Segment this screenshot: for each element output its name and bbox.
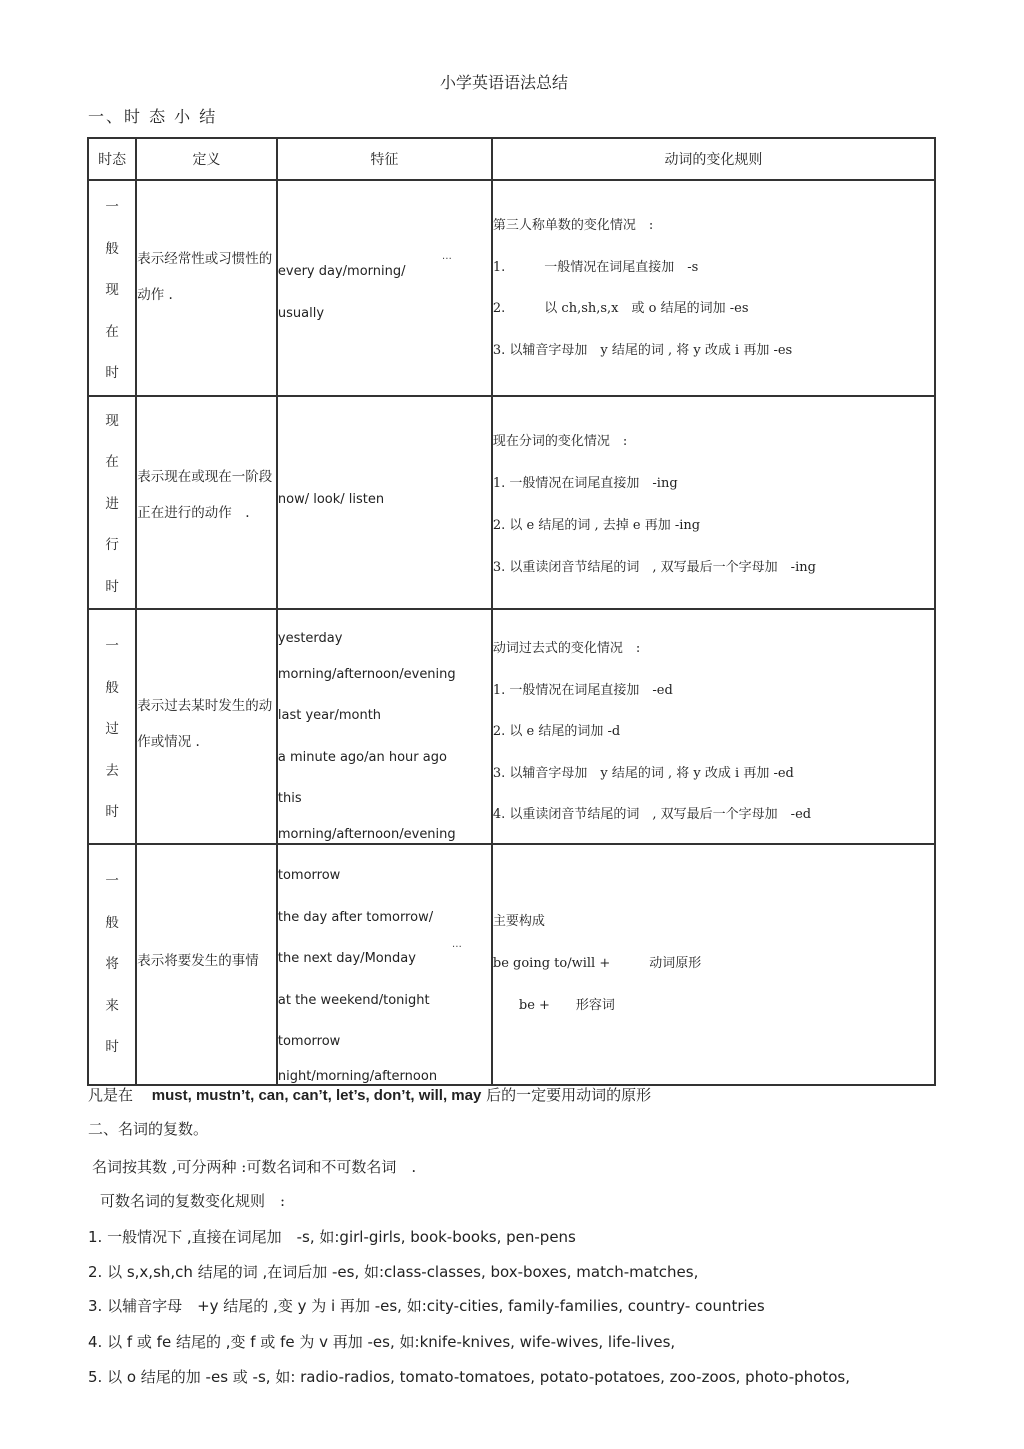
table-row — [88, 609, 935, 844]
plural-rule-title: 可数名词的复数变化规则 : — [100, 1192, 286, 1210]
modal-note-suffix: 后的一定要用动词的原形 — [486, 1086, 652, 1104]
feature-ellipsis: … — [451, 939, 462, 950]
rules-cell — [492, 844, 935, 1085]
rule-line: 3. 以辅音字母加 y 结尾的词 , 将 y 改成 i 再加 -es — [492, 342, 793, 358]
header-definition: 定义 — [136, 138, 277, 180]
modal-verb-note — [88, 1084, 651, 1105]
feature-line: yesterday — [277, 631, 343, 646]
feature-line: this — [277, 791, 302, 806]
feature-line: a minute ago/an hour ago — [277, 749, 447, 765]
tense-char: 在 — [105, 454, 119, 470]
tense-name-cell — [88, 844, 136, 1085]
feature-line: the next day/Monday — [277, 951, 416, 966]
modal-note-prefix: 凡是在 — [88, 1086, 134, 1104]
plural-rule-item: 4. 以 f 或 fe 结尾的 ,变 f 或 fe 为 v 再加 -es, 如:knife-knives, wife-wives, life-lives, — [88, 1333, 676, 1351]
modal-verb-list: must, mustn’t, can, can’t, let’s, don’t, will, may — [151, 1087, 482, 1104]
tense-char: 般 — [105, 679, 119, 696]
tense-table — [87, 137, 936, 1086]
definition-text: 表示过去某时发生的动作或情况 . — [137, 698, 273, 750]
feature-line: tomorrow — [277, 1034, 341, 1049]
feature-line: last year/month — [277, 708, 382, 723]
feature-line: tomorrow — [277, 868, 341, 883]
tense-name-cell — [88, 609, 136, 844]
rule-line: 第三人称单数的变化情况 : — [492, 218, 654, 233]
section-heading-noun-plural: 二、名词的复数。 — [88, 1120, 209, 1138]
tense-char: 将 — [105, 956, 119, 972]
feature-ellipsis: … — [441, 251, 452, 262]
definition-text: 表示现在或现在一阶段正在进行的动作 . — [137, 468, 273, 521]
plural-rule-item: 5. 以 o 结尾的加 -es 或 -s, 如: radio-radios, tomato-tomatoes, potato-potatoes, zoo-zoos, photo-photos, — [88, 1368, 850, 1386]
tense-table-header-row — [88, 138, 935, 180]
feature-line: at the weekend/tonight — [277, 992, 430, 1008]
tense-char: 去 — [105, 762, 119, 779]
rules-cell — [492, 180, 935, 396]
rule-line: 3. 以重读闭音节结尾的词 , 双写最后一个字母加 -ing — [492, 559, 816, 575]
tense-char: 时 — [105, 804, 119, 820]
rule-line: 1. 一般情况在词尾直接加 -ing — [492, 475, 678, 491]
tense-char: 一 — [105, 638, 119, 654]
feature-line: morning/afternoon/evening — [277, 826, 456, 842]
rule-line: be going to/will + 动词原形 — [492, 956, 702, 971]
plural-rule-item: 3. 以辅音字母 +y 结尾的 ,变 y 为 i 再加 -es, 如:city-cities, family-families, country- countries — [88, 1297, 765, 1315]
features-cell — [277, 396, 492, 610]
noun-intro: 名词按其数 ,可分两种 :可数名词和不可数名词 . — [92, 1158, 417, 1176]
rule-line: 2. 以 e 结尾的词 , 去掉 e 再加 -ing — [492, 517, 701, 533]
definition-text: 表示将要发生的事情 — [137, 953, 259, 969]
rule-line: 主要构成 — [492, 914, 545, 929]
table-row — [88, 844, 935, 1085]
tense-char: 现 — [105, 282, 119, 298]
section-heading-tense-summary: 一、时 态 小 结 — [88, 107, 218, 126]
definition-cell — [136, 180, 277, 396]
rule-line: 现在分词的变化情况 : — [492, 433, 628, 449]
tense-name-cell — [88, 180, 136, 396]
feature-line: night/morning/afternoon — [277, 1068, 438, 1084]
definition-cell — [136, 609, 277, 844]
page-title: 小学英语语法总结 — [439, 73, 568, 92]
tense-char: 般 — [105, 914, 119, 931]
tense-char: 过 — [105, 721, 119, 737]
feature-line: every day/morning/ — [277, 264, 406, 279]
tense-char: 行 — [105, 537, 119, 553]
tense-char: 进 — [105, 495, 119, 512]
feature-line: usually — [277, 306, 325, 321]
tense-char: 一 — [105, 873, 119, 889]
tense-name-cell — [88, 396, 136, 610]
tense-char: 般 — [105, 240, 119, 257]
feature-line: morning/afternoon/evening — [277, 666, 456, 682]
table-row — [88, 180, 935, 396]
header-features: 特征 — [277, 138, 492, 180]
rules-cell — [492, 609, 935, 844]
definition-text: 表示经常性或习惯性的动作 . — [137, 251, 273, 303]
rule-line: 2. 以 ch,sh,s,x 或 o 结尾的词加 -es — [492, 301, 749, 316]
features-cell — [277, 609, 492, 844]
rule-line: be + 形容词 — [492, 998, 615, 1013]
features-cell — [277, 844, 492, 1085]
rule-line: 动词过去式的变化情况 : — [492, 641, 641, 656]
definition-cell — [136, 844, 277, 1085]
tense-char: 时 — [105, 578, 119, 595]
rule-line: 2. 以 e 结尾的词加 -d — [492, 724, 621, 739]
header-tense: 时态 — [88, 138, 136, 180]
feature-line: now/ look/ listen — [277, 491, 385, 507]
tense-char: 来 — [105, 997, 119, 1014]
table-row — [88, 396, 935, 610]
plural-rule-item: 1. 一般情况下 ,直接在词尾加 -s, 如:girl-girls, book-books, pen-pens — [88, 1228, 576, 1246]
tense-char: 现 — [105, 412, 119, 429]
tense-char: 时 — [105, 1039, 119, 1055]
tense-char: 时 — [105, 365, 119, 381]
definition-cell — [136, 396, 277, 610]
features-cell — [277, 180, 492, 396]
plural-rule-item: 2. 以 s,x,sh,ch 结尾的词 ,在词后加 -es, 如:class-classes, box-boxes, match-matches, — [88, 1263, 699, 1281]
tense-char: 一 — [105, 199, 119, 215]
rule-line: 1. 一般情况在词尾直接加 -ed — [492, 682, 673, 698]
tense-char: 在 — [105, 323, 119, 340]
rule-line: 3. 以辅音字母加 y 结尾的词 , 将 y 改成 i 再加 -ed — [492, 765, 794, 781]
rule-line: 4. 以重读闭音节结尾的词 , 双写最后一个字母加 -ed — [492, 807, 812, 822]
rule-line: 1. 一般情况在词尾直接加 -s — [492, 259, 699, 275]
feature-line: the day after tomorrow/ — [277, 909, 434, 925]
rules-cell — [492, 396, 935, 610]
header-verb-rules: 动词的变化规则 — [492, 138, 935, 180]
